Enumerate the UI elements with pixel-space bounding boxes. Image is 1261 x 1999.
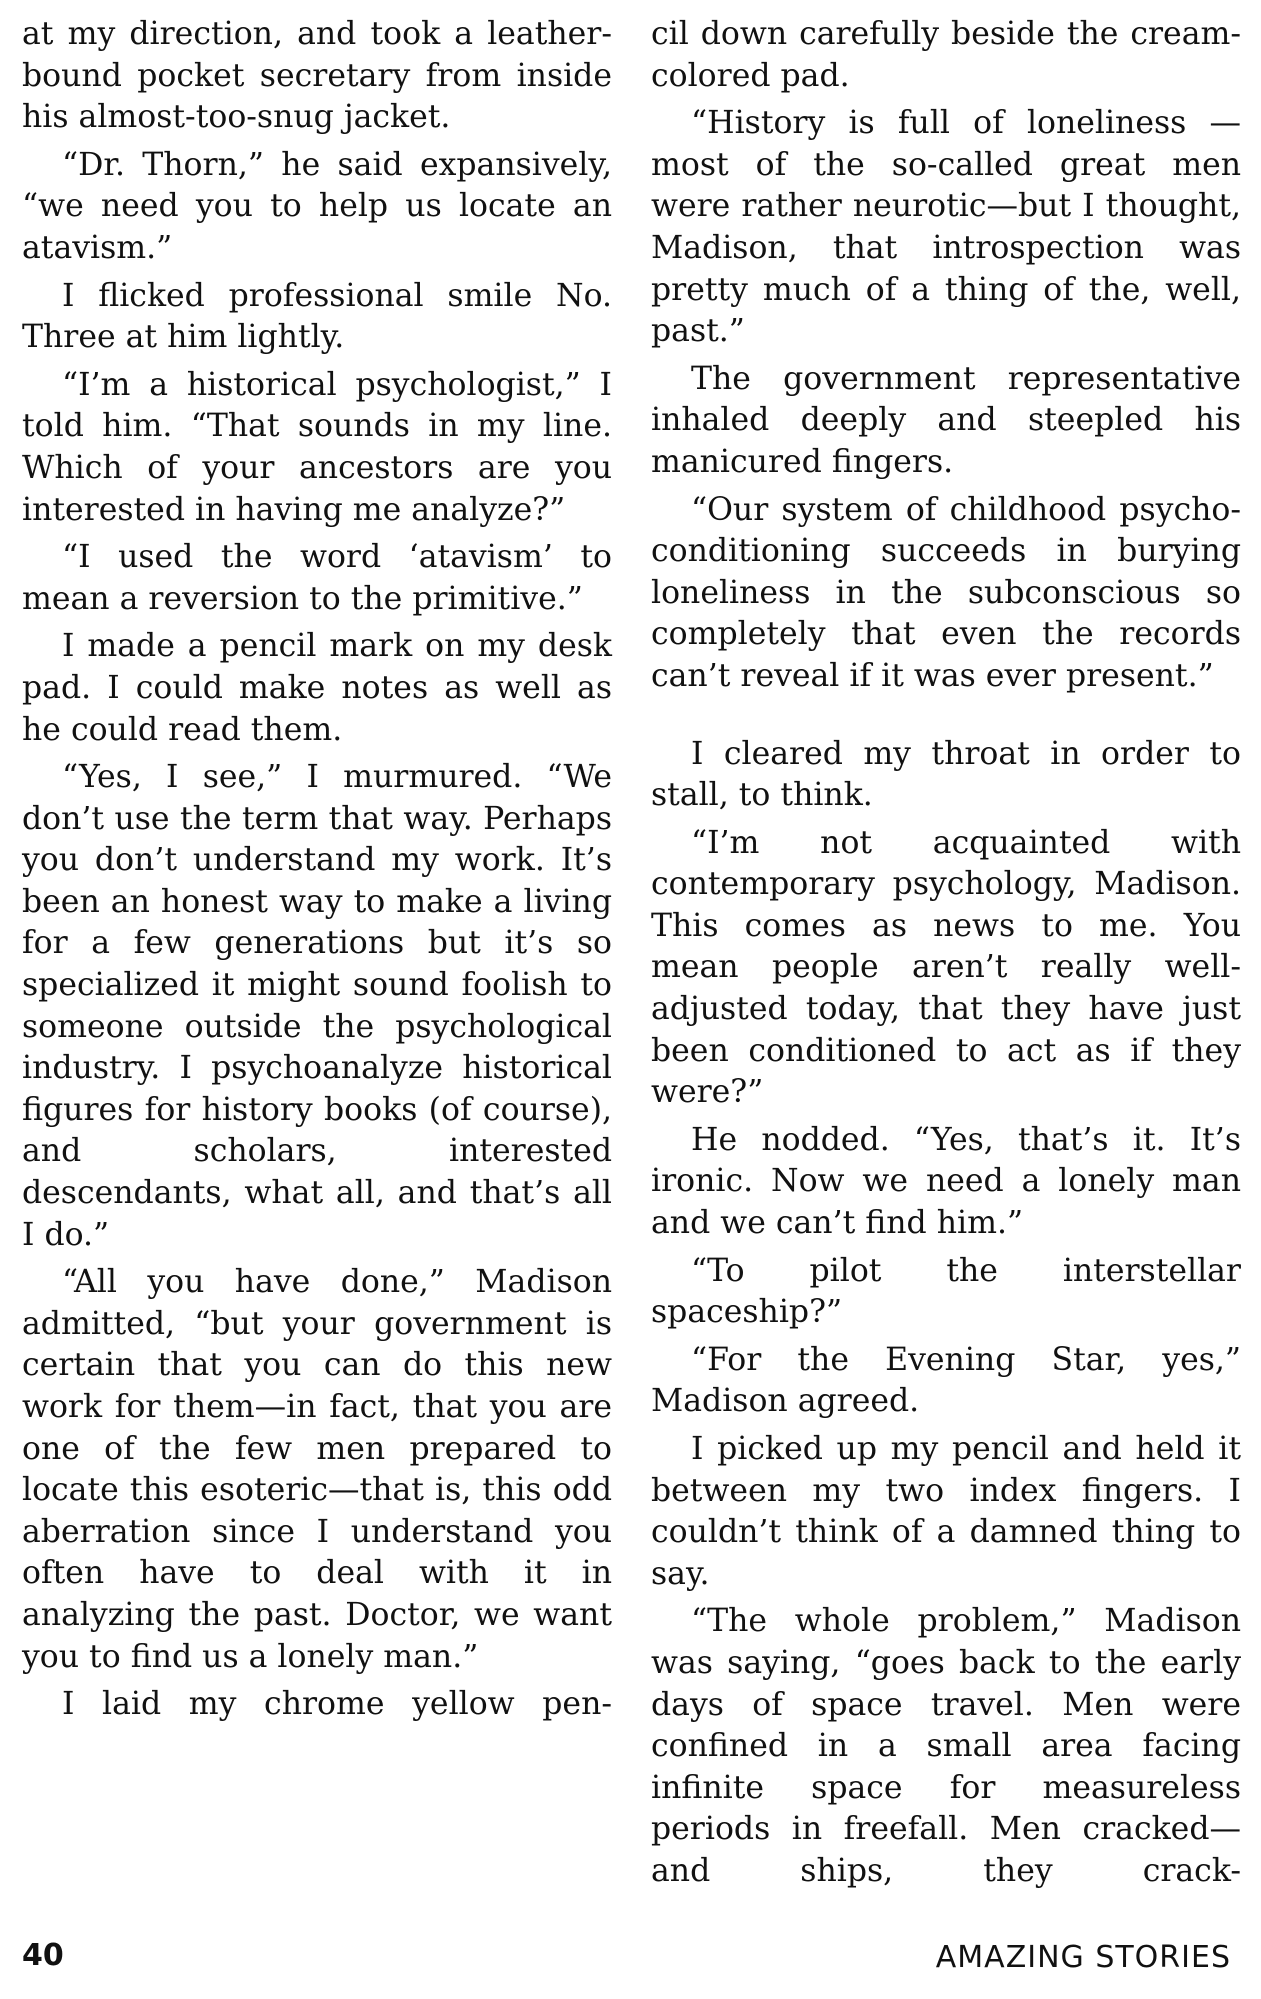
paragraph: “The whole problem,” Madison was saying, “goes back to the early days of space travel. Men were confined in a small area facing infinite space for measureless periods in freefall. Men cracked—and ships, they crack- (651, 1603, 1241, 1889)
right-column (651, 14, 1241, 1899)
paragraph: at my direction, and took a leather-bound pocket secretary from inside his almost-too-snug jacket. (22, 16, 612, 136)
page-number: 40 (22, 1938, 64, 1973)
paragraph: “To pilot the interstellar spaceship?” (651, 1252, 1241, 1331)
paragraph: I laid my chrome yellow pen- (62, 1686, 612, 1723)
paragraph: The government representative inhaled deeply and steepled his manicured fingers. (651, 360, 1241, 480)
paragraph: “Dr. Thorn,” he said expansively, “we need you to help us locate an atavism.” (22, 146, 612, 266)
paragraph: I cleared my throat in order to stall, to think. (651, 735, 1241, 814)
paragraph: “For the Evening Star, yes,” Madison agreed. (651, 1341, 1241, 1420)
paragraph: “I’m not acquainted with contemporary psychology, Madison. This comes as news to me. You mean people aren’t really well-adjusted today, that they have just been conditioned to act as if they were?” (651, 824, 1241, 1111)
paragraph: “History is full of loneliness —most of the so-called great men were rather neurotic—but I thought, Madison, that introspection was pretty much of a thing of the, well, past.” (651, 105, 1241, 350)
magazine-title: AMAZING STORIES (935, 1940, 1231, 1975)
paragraph: I picked up my pencil and held it between my two index fingers. I couldn’t think of a damned thing to say. (651, 1431, 1241, 1592)
paragraph: “All you have done,” Madison admitted, “but your government is certain that you can do this new work for them—in fact, that you are one of the few men prepared to locate this esoteric—that is, this odd aberration since I understand you often have to deal with it in analyzing the past. Doctor, we want you to find us a lonely man.” (22, 1264, 612, 1675)
paragraph: “I used the word ‘atavism’ to mean a reversion to the primitive.” (22, 539, 612, 617)
paragraph: cil down carefully beside the cream-colored pad. (651, 16, 1241, 94)
paragraph: “I’m a historical psychologist,” I told him. “That sounds in my line. Which of your ancestors are you interested in having me analyze?” (22, 366, 612, 528)
paragraph: “Our system of childhood psycho-conditioning succeeds in burying loneliness in the subconscious so completely that even the records can’t reveal if it was ever present.” (651, 491, 1241, 694)
paragraph: “Yes, I see,” I murmured. “We don’t use the term that way. Perhaps you don’t understand my work. It’s been an honest way to make a living for a few generations but it’s so specialized it might sound foolish to someone outside the psychological industry. I psychoanalyze historical figures for history books (of course), and scholars, interested descendants, what all, and that’s all I do.” (22, 759, 612, 1253)
left-column (22, 14, 612, 1732)
paragraph: I made a pencil mark on my desk pad. I could make notes as well as he could read them. (22, 628, 612, 748)
page-footer (22, 1938, 1231, 1982)
paragraph: He nodded. “Yes, that’s it. It’s ironic. Now we need a lonely man and we can’t find him.” (651, 1121, 1241, 1242)
paragraph: I flicked professional smile No. Three at him lightly. (22, 277, 612, 356)
